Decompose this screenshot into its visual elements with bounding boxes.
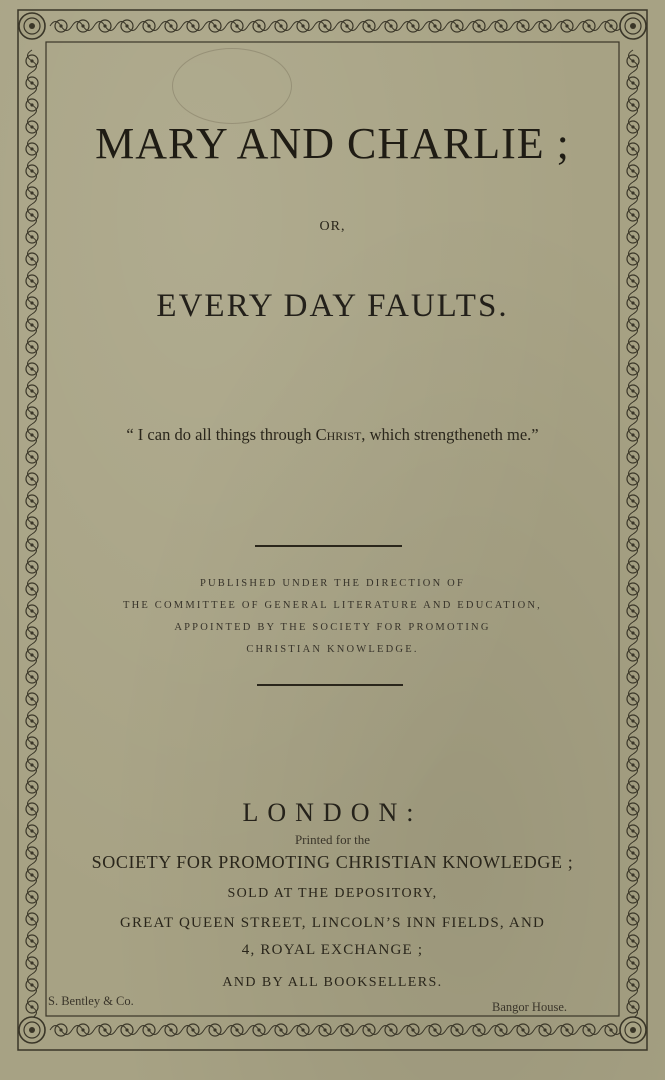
epigraph-name: Christ, (315, 425, 366, 444)
publisher-note-line-1: PUBLISHED UNDER THE DIRECTION OF (199, 578, 466, 589)
imprint-booksellers: AND BY ALL BOOKSELLERS. (222, 975, 443, 990)
imprint-city: LONDON: (242, 798, 423, 827)
epigraph (0, 425, 665, 445)
publisher-note-line-4: CHRISTIAN KNOWLEDGE. (246, 644, 419, 655)
imprint-exchange: 4, ROYAL EXCHANGE ; (241, 942, 424, 958)
divider-rule-top (255, 545, 402, 547)
printer-name-right: Bangor House. (492, 1000, 567, 1014)
book-subtitle: EVERY DAY FAULTS. (156, 288, 509, 324)
printer-name-left: S. Bentley & Co. (48, 994, 134, 1008)
title-connector: OR, (319, 219, 346, 234)
divider-rule-bottom (257, 684, 403, 686)
publisher-note-line-2: THE COMMITTEE OF GENERAL LITERATURE AND EDUCATION, (122, 600, 543, 611)
epigraph-after: which strengtheneth me.” (365, 425, 539, 444)
epigraph-before: “ I can do all things through (126, 425, 316, 444)
book-title: MARY AND CHARLIE ; (95, 119, 570, 168)
publisher-note-line-3: APPOINTED BY THE SOCIETY FOR PROMOTING (174, 622, 491, 633)
imprint-printed-for: Printed for the (294, 832, 371, 847)
imprint-street: GREAT QUEEN STREET, LINCOLN’S INN FIELDS, AND (119, 915, 546, 931)
library-stamp (172, 48, 292, 124)
imprint-society: SOCIETY FOR PROMOTING CHRISTIAN KNOWLEDGE ; (91, 852, 574, 872)
imprint-sold-at: SOLD AT THE DEPOSITORY, (227, 886, 438, 901)
